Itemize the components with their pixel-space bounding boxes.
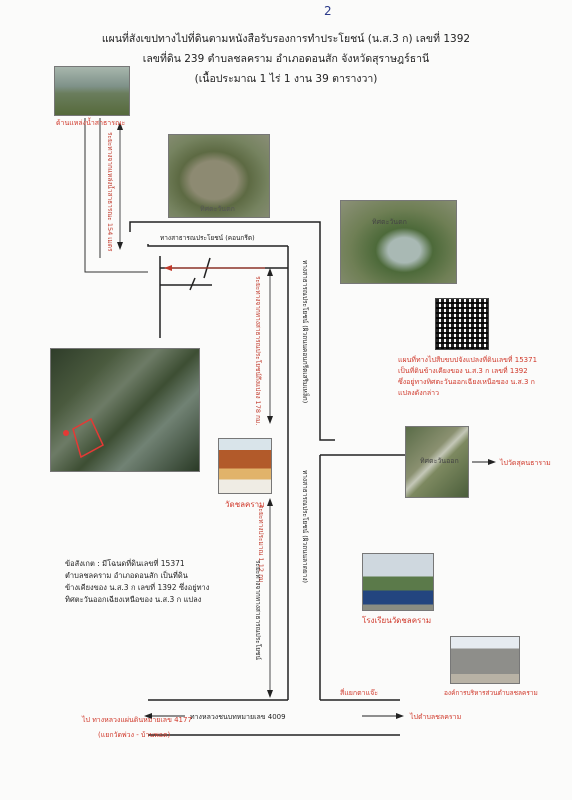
- distance-left-label: ระยะทางจากทางสาธารณประโยชน์: [254, 560, 262, 660]
- map-title-line-2: เลขที่ดิน 239 ตำบลชลคราม อำเภอดอนสัก จังหวัดสุราษฎร์ธานี: [142, 53, 430, 65]
- to-chonkram-direction: ไปตำบลชลคราม: [410, 713, 462, 721]
- office-photo: [450, 636, 520, 684]
- highway-label: ทางหลวงชนบทหมายเลข 4009: [190, 713, 286, 721]
- temple-label: วัดชลคราม: [225, 500, 265, 509]
- school-label: โรงเรียนวัดชลคราม: [362, 616, 432, 625]
- qr-code[interactable]: [435, 298, 489, 350]
- page-number: 2: [324, 4, 332, 18]
- satellite-label-river: ทิศตะวันตก: [372, 218, 407, 226]
- qr-caption-line: แผนที่ทางไปสืบขบปจังแปลงที่ดินเลขที่ 15371: [398, 356, 538, 364]
- qr-caption-line: ซึ่งอยู่ทางทิศตะวันออกเฉียงเหนือของ น.ส.3 ก: [398, 378, 535, 386]
- satellite-label-east: ทิศตะวันออก: [420, 457, 459, 465]
- office-label: องค์การบริหารส่วนตำบลชลคราม: [444, 689, 538, 697]
- map-title-line-1: แผนที่สังเขปทางไปที่ดินตามหนังสือรับรองการทำประโยชน์ (น.ส.3 ก) เลขที่ 1392: [101, 33, 471, 45]
- qr-caption: [398, 355, 537, 399]
- remark-line: ข้างเคียงของ น.ส.3 ก เลขที่ 1392 ซึ่งอยู่ทาง: [65, 583, 210, 592]
- to-temple-direction: ไปวัดสุคนธาราม: [500, 459, 551, 467]
- remark-line: ตำบลชลคราม อำเภอดอนสัก เป็นที่ดิน: [65, 571, 188, 580]
- remark-line: ข้อสังเกต : มีโฉนดที่ดินเลขที่ 15371: [65, 559, 185, 568]
- road-label-concrete: ทางสาธารณประโยชน์ (คอนกรีต): [160, 234, 255, 242]
- junction-label: สี่แยกตาแจ๊ะ: [340, 689, 378, 697]
- remark-line: ทิศตะวันออกเฉียงเหนือของ น.ส.3 ก แปลง: [65, 595, 202, 604]
- road-label-concrete-vertical: ทางสาธารณประโยชน์ (ผิวถนนคอนกรีตเสริมเหล็ก): [301, 260, 309, 404]
- reservoir-photo: [54, 66, 130, 116]
- satellite-photo-parcel: [50, 348, 200, 472]
- reservoir-label: ด้านแหล่งน้ำสาธารณะ: [56, 119, 126, 127]
- distance-178: ระยะทางจากทางสาธารณประโยชน์ถึงแปลง 178 กม.: [254, 276, 262, 426]
- remark-note: [65, 558, 209, 606]
- map-title-line-3: (เนื้อประมาณ 1 ไร่ 1 งาน 39 ตารางวา): [194, 73, 378, 85]
- road-label-asphalt-vertical: ทางสาธารณประโยชน์ (ผิวถนนลาดยาง): [301, 470, 309, 584]
- to-highway-4177: ไป ทางหลวงแผ่นดินหมายเลข 4177: [82, 716, 192, 724]
- qr-caption-line: เป็นที่ดินข้างเคียงของ น.ส.3 ก เลขที่ 1392: [398, 367, 528, 375]
- school-photo: [362, 553, 434, 611]
- satellite-photo-river: [340, 200, 457, 284]
- distance-112: ระยะทางประมาณ 1.12 กม.: [257, 505, 265, 585]
- qr-caption-line: แปลงดังกล่าว: [398, 389, 440, 397]
- to-highway-4177-sub: (แยกวัดพ่วง - บ้านพอต): [98, 731, 171, 739]
- temple-photo: [218, 438, 272, 494]
- distance-154: ระยะทางจากแหล่งน้ำสาธารณะ 154 เมตร: [106, 132, 114, 252]
- satellite-label-north: ทิศตะวันตก: [200, 205, 235, 213]
